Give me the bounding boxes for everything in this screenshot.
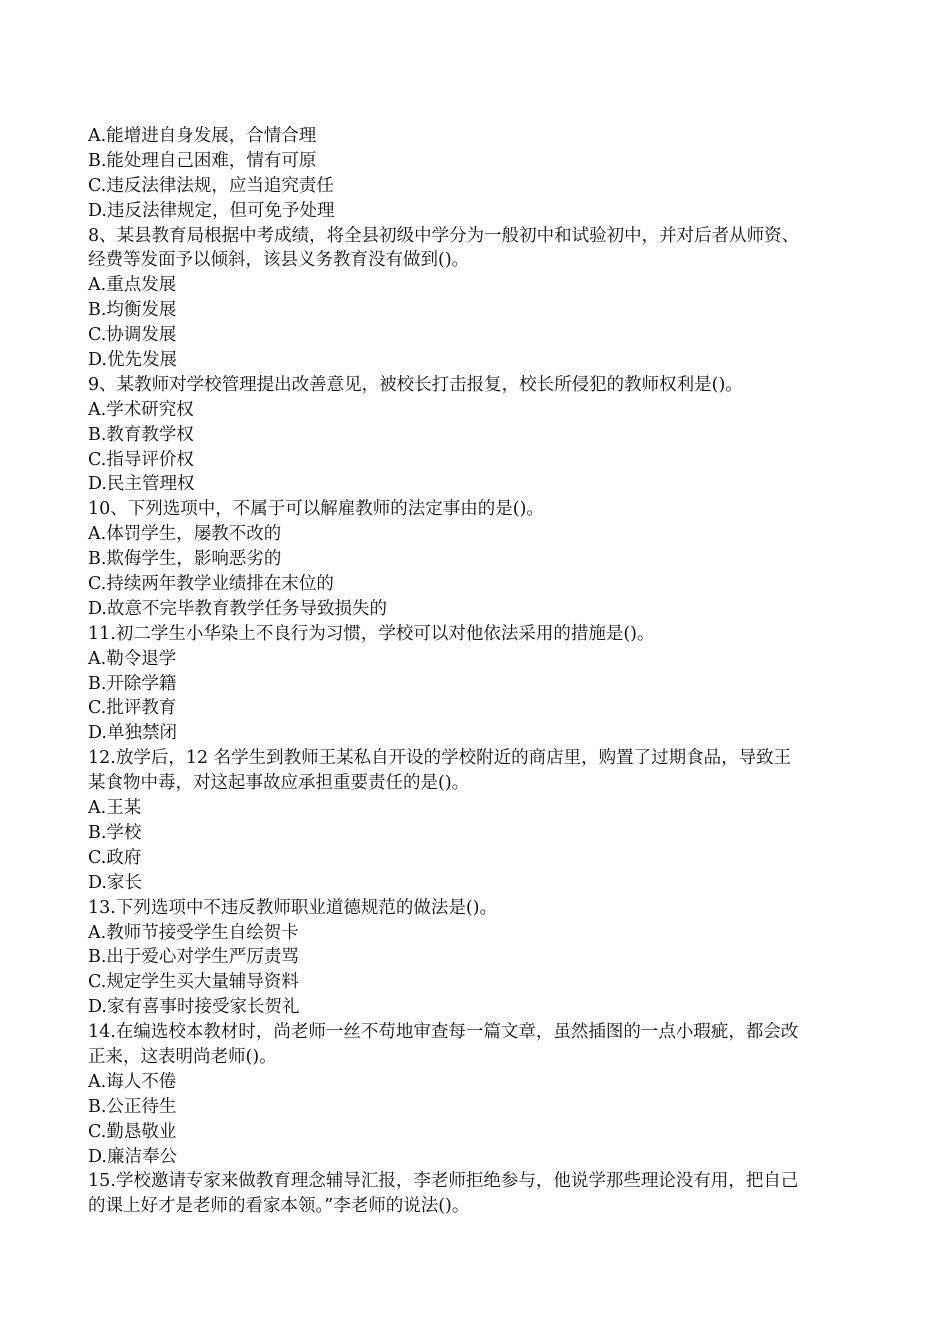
question-13 bbox=[88, 896, 868, 1020]
option-a: A.体罚学生，屡教不改的 bbox=[88, 524, 282, 545]
option-a: A.能增进自身发展，合情合理 bbox=[88, 126, 317, 146]
question-14 bbox=[88, 1020, 868, 1169]
option-d: D.家长 bbox=[88, 872, 142, 893]
question-8 bbox=[88, 224, 868, 373]
question-text: 8、某县教育局根据中考成绩，将全县初级中学分为一般初中和试验初中，并对后者从师资、 bbox=[88, 225, 800, 246]
question-text: 10、下列选项中，不属于可以解雇教师的法定事由的是()。 bbox=[88, 499, 544, 520]
option-d: D.廉洁奉公 bbox=[88, 1146, 177, 1167]
question-11 bbox=[88, 622, 868, 746]
question-text: 12.放学后，12 名学生到教师王某私自开设的学校附近的商店里，购置了过期食品，导致王 bbox=[88, 748, 792, 769]
option-a: A.学术研究权 bbox=[88, 399, 194, 420]
option-a: A.诲人不倦 bbox=[88, 1071, 177, 1092]
option-a: A.王某 bbox=[88, 798, 142, 819]
question-text: 9、某教师对学校管理提出改善意见，被校长打击报复，校长所侵犯的教师权利是()。 bbox=[88, 374, 743, 395]
question-text: 的课上好才是老师的看家本领。”李老师的说法()。 bbox=[88, 1196, 470, 1217]
option-c: C.违反法律法规，应当追究责任 bbox=[88, 175, 334, 196]
option-b: B.能处理自己困难，情有可原 bbox=[88, 150, 317, 171]
option-d: D.故意不完毕教育教学任务导致损失的 bbox=[88, 598, 387, 619]
option-c: C.勤恳敬业 bbox=[88, 1121, 177, 1142]
option-d: D.民主管理权 bbox=[88, 474, 195, 495]
option-c: C.批评教育 bbox=[88, 698, 177, 719]
question-text: 14.在编选校本教材时，尚老师一丝不苟地审查每一篇文章，虽然插图的一点小瑕疵，都会改 bbox=[88, 1022, 799, 1043]
question-text: 13.下列选项中不违反教师职业道德规范的做法是()。 bbox=[88, 897, 497, 918]
question-15 bbox=[88, 1169, 868, 1219]
document-page bbox=[88, 124, 868, 1219]
option-a: A.重点发展 bbox=[88, 275, 177, 296]
option-a: A.教师节接受学生自绘贺卡 bbox=[88, 922, 299, 943]
option-b: B.均衡发展 bbox=[88, 300, 177, 321]
option-b: B.教育教学权 bbox=[88, 424, 194, 445]
question-10 bbox=[88, 497, 868, 621]
option-c: C.政府 bbox=[88, 847, 142, 868]
option-c: C.协调发展 bbox=[88, 325, 177, 346]
option-a: A.勒令退学 bbox=[88, 648, 177, 669]
question-text: 某食物中毒，对这起事故应承担重要责任的是()。 bbox=[88, 773, 470, 794]
option-b: B.学校 bbox=[88, 822, 142, 843]
option-d: D.违反法律规定，但可免予处理 bbox=[88, 200, 335, 221]
option-b: B.出于爱心对学生严厉责骂 bbox=[88, 947, 299, 968]
option-b: B.开除学籍 bbox=[88, 673, 177, 694]
question-9 bbox=[88, 373, 868, 497]
question-text: 11.初二学生小华染上不良行为习惯，学校可以对他依法采用的措施是()。 bbox=[88, 623, 655, 644]
option-b: B.公正待生 bbox=[88, 1096, 177, 1117]
question-text: 正来，这表明尚老师()。 bbox=[88, 1046, 277, 1067]
question-text: 经费等发面予以倾斜，该县义务教育没有做到()。 bbox=[88, 250, 470, 271]
option-c: C.规定学生买大量辅导资料 bbox=[88, 972, 299, 993]
option-b: B.欺侮学生，影响恶劣的 bbox=[88, 549, 282, 570]
question-12 bbox=[88, 746, 868, 895]
option-d: D.家有喜事时接受家长贺礼 bbox=[88, 997, 300, 1018]
option-d: D.单独禁闭 bbox=[88, 723, 177, 744]
lead-options bbox=[88, 124, 868, 224]
option-c: C.持续两年教学业绩排在末位的 bbox=[88, 574, 334, 595]
option-d: D.优先发展 bbox=[88, 350, 177, 371]
option-c: C.指导评价权 bbox=[88, 449, 194, 470]
question-text: 15.学校邀请专家来做教育理念辅导汇报，李老师拒绝参与，他说学那些理论没有用，把自己 bbox=[88, 1171, 799, 1192]
